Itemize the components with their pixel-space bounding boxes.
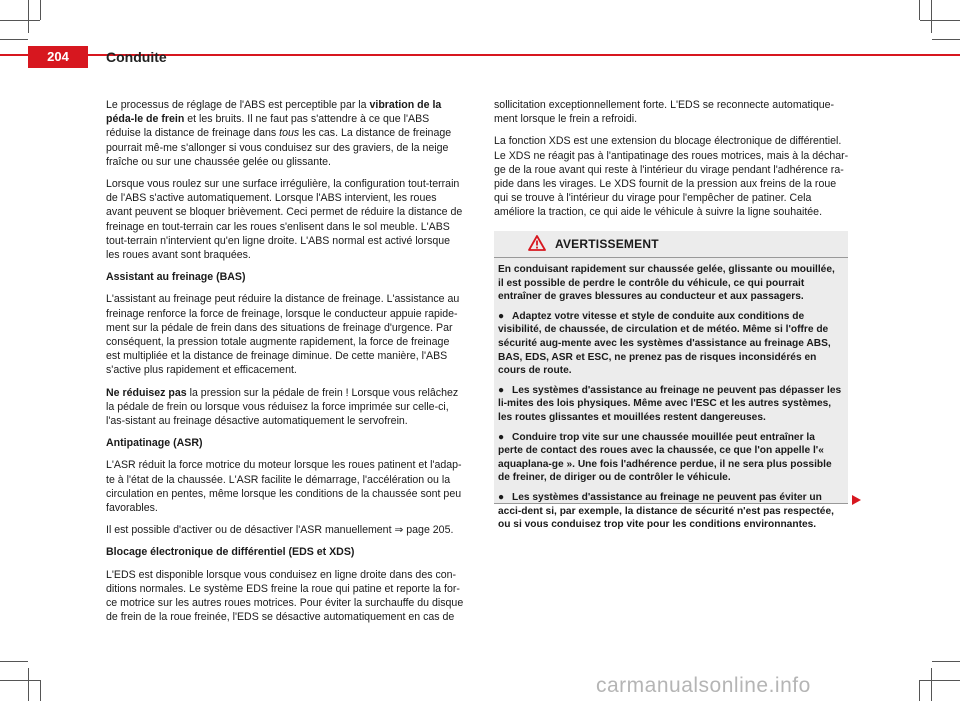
bullet-icon: ●	[498, 384, 505, 396]
crop-mark	[932, 661, 960, 662]
asr-page-reference: Il est possible d'activer ou de désactiver l'ASR manuellement ⇒ page 205.	[106, 524, 454, 537]
crop-mark	[0, 20, 40, 21]
crop-mark	[920, 20, 960, 21]
eds-paragraph: L'EDS est disponible lorsque vous conduisez en ligne droite dans des con-ditions normales. Le système EDS freine la roue qui patine et reporte la for-ce motrice sur les autres roues motrices. Pour éviter la surchauffe du disque de frein de la roue freinée, l'EDS se désactive automatiquement en cas de	[106, 568, 464, 624]
warning-intro: En conduisant rapidement sur chaussée gelée, glissante ou mouillée, il est possible de perdre le contrôle du véhicule, ce qui pourrait entraîner de graves blessures au conducteur et aux passagers.	[498, 264, 835, 303]
asr-heading: Antipatinage (ASR)	[106, 437, 203, 450]
chapter-title: Conduite	[106, 49, 167, 65]
left-column	[106, 98, 464, 633]
crop-mark	[931, 0, 932, 33]
crop-mark	[919, 680, 920, 701]
bas-heading: Assistant au freinage (BAS)	[106, 271, 246, 284]
warning-bullet: ● Les systèmes d'assistance au freinage ne peuvent pas dépasser les li-mites des lois physiques. Même avec l'ESC et les autres systèmes, les routes glissantes et mouillées restent dangereuses.	[498, 384, 842, 423]
asr-paragraph: L'ASR réduit la force motrice du moteur lorsque les roues patinent et l'adap-te à l'état de la chaussée. L'ASR facilite le démarrage, l'accélération ou la circulation en pentes, même lorsque les conditions de la chaussée sont peu favorables.	[106, 459, 462, 515]
crop-mark	[932, 39, 960, 40]
watermark: carmanualsonline.info	[596, 674, 811, 697]
crop-mark	[40, 680, 41, 701]
bullet-icon: ●	[498, 310, 505, 322]
bas-note-paragraph: Ne réduisez pas la pression sur la pédale de frein ! Lorsque vous relâchez la pédale de frein ou lorsque vous réduisez la force imprimée sur celle-ci, l'as-sistant au freinage désactive automatiquement le servofrein.	[106, 386, 459, 428]
warning-bullet: ● Conduire trop vite sur une chaussée mouillée peut entraîner la perte de contact des roues avec la chaussée, ce que l'on appelle l'« aquaplana-ge ». Une fois l'adhérence perdue, il ne sera plus possible de freiner, de diriger ou de contrôler le véhicule.	[498, 431, 832, 484]
warning-triangle-icon	[528, 235, 546, 256]
crop-mark	[28, 0, 29, 33]
continue-arrow-icon	[852, 492, 861, 510]
xds-paragraph: La fonction XDS est une extension du blocage électronique de différentiel. Le XDS ne réagit pas à l'antipatinage des roues motrices, mais à la déchar-ge de la roue avant qui reste à l'intérieur du virage pendant l'adhérence ra-pide dans les virages. Le XDS fournit de la pression aux freins de la roue qui se trouve à l'intérieur du virage pour l'empêcher de patiner. Cela améliore la traction, ce qui aide le véhicule à suivre la ligne souhaitée.	[494, 135, 849, 219]
crop-mark	[0, 39, 28, 40]
warning-header	[494, 231, 848, 258]
crop-mark	[28, 668, 29, 701]
abs-offroad-paragraph: Lorsque vous roulez sur une surface irrégulière, la configuration tout-terrain de l'ABS s'active automatiquement. Lorsque l'ABS intervient, les roues avant peuvent se bloquer brièvement. Ceci permet de réduire la distance de freinage en tout-terrain car les roues s'enlisent dans le sol meuble. L'ABS tout-terrain n'intervient qu'en ligne droite. L'ABS normal est activé lorsque les roues avant sont braquées.	[106, 178, 463, 262]
warning-box	[494, 231, 848, 531]
abs-paragraph: Le processus de réglage de l'ABS est perceptible par la vibration de la péda-le de frein et les bruits. Il ne faut pas s'attendre à ce que l'ABS réduise la distance de freinage dans tous les cas. La distance de freinage pourrait mê-me s'allonger si vous conduisez sur des graviers, de la neige fraîche ou sur une chaussée gelée ou glissante.	[106, 99, 452, 168]
crop-mark	[931, 668, 932, 701]
crop-mark	[920, 680, 960, 681]
crop-mark	[0, 661, 28, 662]
crop-mark	[40, 0, 41, 20]
warning-bullet: ● Adaptez votre vitesse et style de conduite aux conditions de visibilité, de chaussée, de circulation et de météo. Même si l'offre de sécurité aug-mente avec les systèmes d'assistance au freinage ABS, BAS, EDS, ASR et ESC, ne prenez pas de risques inconsidérés en cours de route.	[498, 310, 831, 377]
crop-mark	[0, 680, 40, 681]
bullet-icon: ●	[498, 491, 505, 503]
bullet-icon: ●	[498, 431, 505, 443]
eds-continued-paragraph: sollicitation exceptionnellement forte. L'EDS se reconnecte automatique-ment lorsque le frein a refroidi.	[494, 99, 835, 126]
right-column	[494, 98, 849, 228]
crop-mark	[919, 0, 920, 20]
page-number: 204	[28, 46, 88, 68]
bas-paragraph: L'assistant au freinage peut réduire la distance de freinage. L'assistance au freinage renforce la force de freinage, lorsque le conducteur appuie rapide-ment sur la pédale de frein dans des situations de freinage d'urgence. Par conséquent, la pression totale augmente rapidement, la force de freinage est multipliée et la distance de freinage diminue. De cette manière, l'ABS s'active plus rapidement et efficacement.	[106, 293, 460, 377]
warning-body	[494, 258, 848, 532]
warning-title: AVERTISSEMENT	[555, 237, 659, 251]
warning-bullet: ● Les systèmes d'assistance au freinage ne peuvent pas éviter un acci-dent si, par exemple, la distance de sécurité n'est pas respectée, ou si vous conduisez trop vite pour les conditions environnantes.	[498, 491, 834, 531]
eds-heading: Blocage électronique de différentiel (EDS et XDS)	[106, 546, 355, 559]
